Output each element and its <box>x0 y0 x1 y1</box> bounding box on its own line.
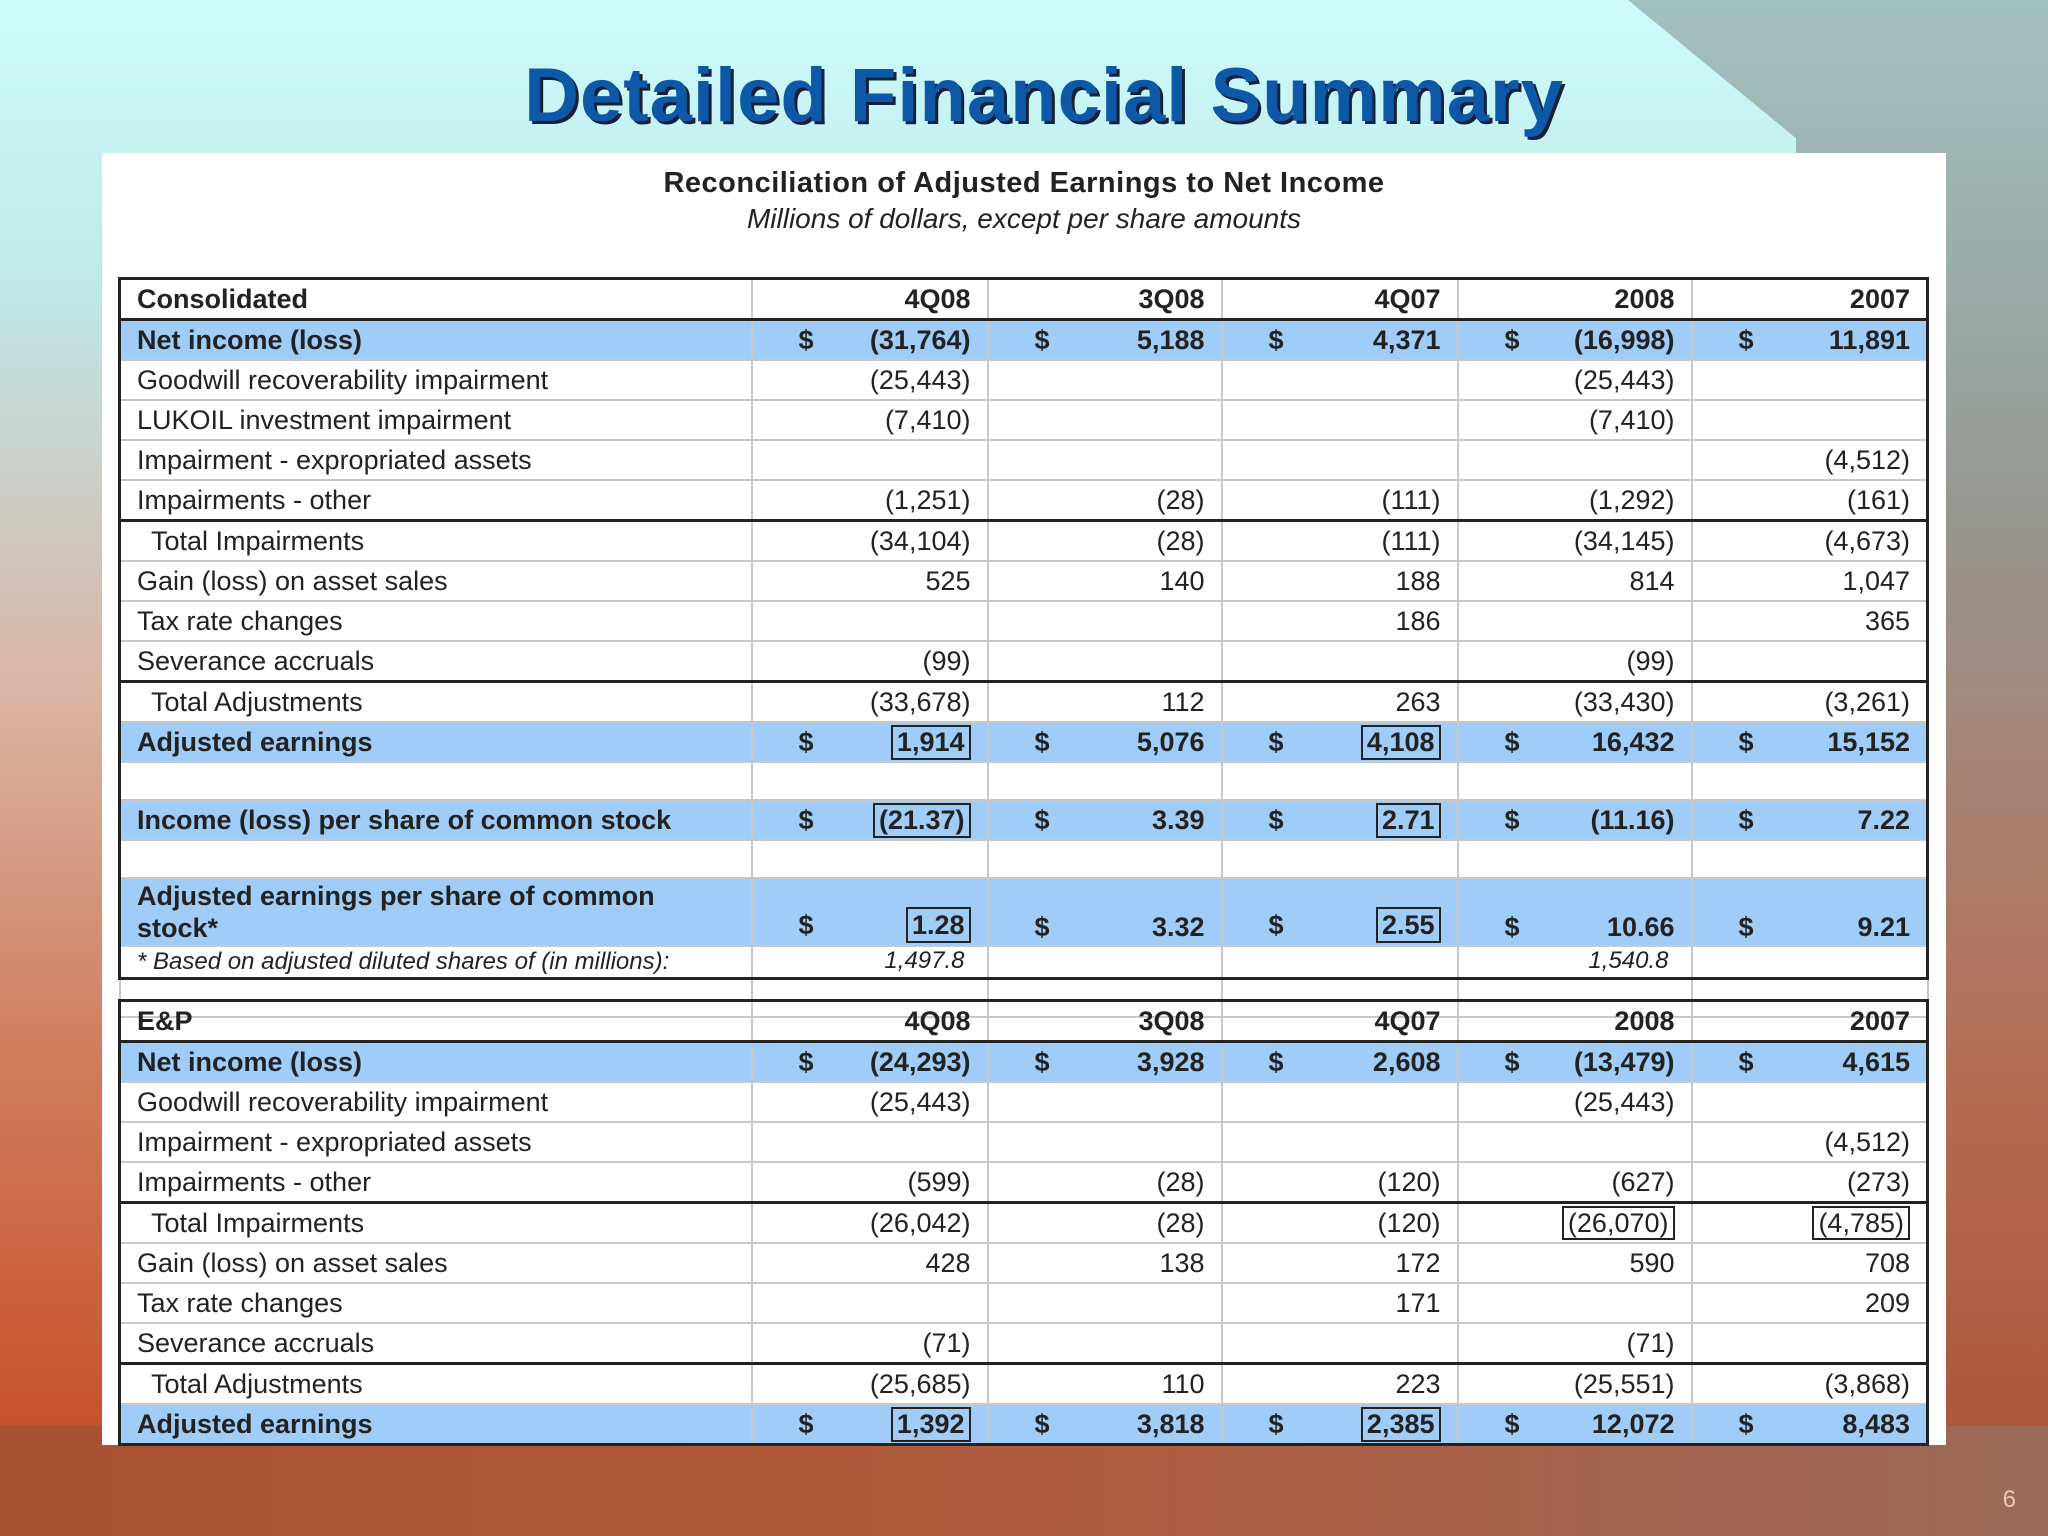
value-cell: (99) <box>752 641 988 682</box>
row-label: Total Adjustments <box>120 682 752 723</box>
value-cell: $ (16,998) <box>1458 320 1692 361</box>
table-row <box>120 1162 1928 1203</box>
value-cell: $ 8,483 <box>1692 1404 1928 1445</box>
row-label: Severance accruals <box>120 641 752 682</box>
value-cell: $ 3,818 <box>988 1404 1222 1445</box>
table-row <box>120 400 1928 440</box>
value-cell: (1,292) <box>1458 480 1692 521</box>
value-cell: (71) <box>752 1323 988 1364</box>
header-cell: 4Q07 <box>1222 1001 1458 1042</box>
header-cell: 2008 <box>1458 1001 1692 1042</box>
value-cell <box>1458 440 1692 480</box>
table-row <box>120 1404 1928 1445</box>
value-cell <box>752 601 988 641</box>
row-label: LUKOIL investment impairment <box>120 400 752 440</box>
financial-panel <box>102 153 1946 1445</box>
table-row <box>120 1364 1928 1405</box>
row-label: Total Adjustments <box>120 1364 752 1405</box>
value-cell: (34,145) <box>1458 521 1692 562</box>
value-cell: 138 <box>988 1243 1222 1283</box>
table-row <box>120 1082 1928 1122</box>
value-cell: 1,497.8 <box>752 946 988 979</box>
table-row <box>120 440 1928 480</box>
value-cell: (28) <box>988 1162 1222 1203</box>
value-cell: 112 <box>988 682 1222 723</box>
value-cell: $ 11,891 <box>1692 320 1928 361</box>
value-cell: $ 4,371 <box>1222 320 1458 361</box>
value-cell: (71) <box>1458 1323 1692 1364</box>
value-cell <box>988 440 1222 480</box>
value-cell: 814 <box>1458 561 1692 601</box>
value-cell: $ 2.55 <box>1222 878 1458 946</box>
value-cell <box>988 946 1222 979</box>
value-cell: $ 5,076 <box>988 722 1222 762</box>
value-cell: $ 4,108 <box>1222 722 1458 762</box>
value-cell: (25,443) <box>752 1082 988 1122</box>
value-cell <box>1692 1323 1928 1364</box>
value-cell: $ 16,432 <box>1458 722 1692 762</box>
value-cell: (4,512) <box>1692 1122 1928 1162</box>
value-cell <box>988 1082 1222 1122</box>
value-cell <box>1692 946 1928 979</box>
value-cell: $ 7.22 <box>1692 800 1928 840</box>
header-cell: 4Q07 <box>1222 279 1458 320</box>
value-cell: $ 2,385 <box>1222 1404 1458 1445</box>
table-row <box>120 800 1928 840</box>
value-cell <box>1458 601 1692 641</box>
value-cell: (111) <box>1222 521 1458 562</box>
value-cell: (111) <box>1222 480 1458 521</box>
value-cell: 172 <box>1222 1243 1458 1283</box>
row-label: Adjusted earnings <box>120 722 752 762</box>
table-row <box>120 1122 1928 1162</box>
value-cell <box>1222 1082 1458 1122</box>
value-cell <box>1692 1082 1928 1122</box>
value-cell <box>1692 400 1928 440</box>
consolidated-table <box>118 277 1929 1018</box>
value-cell: (7,410) <box>1458 400 1692 440</box>
value-cell <box>1222 400 1458 440</box>
row-label: Net income (loss) <box>120 320 752 361</box>
value-cell <box>988 601 1222 641</box>
row-label: Impairment - expropriated assets <box>120 440 752 480</box>
value-cell <box>988 360 1222 400</box>
table-header-row <box>120 1001 1928 1042</box>
header-cell: 2008 <box>1458 279 1692 320</box>
value-cell: $ (13,479) <box>1458 1042 1692 1083</box>
value-cell: 171 <box>1222 1283 1458 1323</box>
value-cell: 708 <box>1692 1243 1928 1283</box>
value-cell: 110 <box>988 1364 1222 1405</box>
table-row <box>120 682 1928 723</box>
value-cell: $ 10.66 <box>1458 878 1692 946</box>
table-row <box>120 561 1928 601</box>
header-cell: Consolidated <box>120 279 752 320</box>
value-cell: (25,443) <box>1458 1082 1692 1122</box>
value-cell: (273) <box>1692 1162 1928 1203</box>
spacer-row <box>120 840 1928 878</box>
value-cell: (28) <box>988 1203 1222 1244</box>
row-label: Net income (loss) <box>120 1042 752 1083</box>
value-cell: $ 2,608 <box>1222 1042 1458 1083</box>
value-cell: (26,070) <box>1458 1203 1692 1244</box>
value-cell: (4,512) <box>1692 440 1928 480</box>
value-cell: $ 1,914 <box>752 722 988 762</box>
table-row <box>120 1323 1928 1364</box>
footnote-row <box>120 946 1928 979</box>
table-row <box>120 641 1928 682</box>
value-cell <box>1222 946 1458 979</box>
value-cell <box>1458 1122 1692 1162</box>
value-cell: (599) <box>752 1162 988 1203</box>
value-cell: 365 <box>1692 601 1928 641</box>
table-row <box>120 320 1928 361</box>
slide-title: Detailed Financial Summary <box>524 53 1564 138</box>
value-cell: $ (21.37) <box>752 800 988 840</box>
row-label: Impairments - other <box>120 480 752 521</box>
value-cell: (4,785) <box>1692 1203 1928 1244</box>
value-cell: (161) <box>1692 480 1928 521</box>
value-cell: (28) <box>988 521 1222 562</box>
value-cell: (3,261) <box>1692 682 1928 723</box>
row-label: Tax rate changes <box>120 1283 752 1323</box>
value-cell <box>988 400 1222 440</box>
row-label: Severance accruals <box>120 1323 752 1364</box>
value-cell <box>1692 360 1928 400</box>
header-cell: 4Q08 <box>752 1001 988 1042</box>
value-cell: (1,251) <box>752 480 988 521</box>
value-cell <box>1222 440 1458 480</box>
value-cell: (627) <box>1458 1162 1692 1203</box>
row-label: Adjusted earnings <box>120 1404 752 1445</box>
table-row <box>120 878 1928 946</box>
table-row <box>120 360 1928 400</box>
page-number: 6 <box>2002 1486 2016 1513</box>
value-cell: (25,685) <box>752 1364 988 1405</box>
value-cell: 209 <box>1692 1283 1928 1323</box>
header-cell: 4Q08 <box>752 279 988 320</box>
table-row <box>120 1203 1928 1244</box>
value-cell: 525 <box>752 561 988 601</box>
value-cell: $ (24,293) <box>752 1042 988 1083</box>
panel-subtitle: Millions of dollars, except per share amounts <box>746 203 1302 234</box>
value-cell: $ (31,764) <box>752 320 988 361</box>
value-cell: $ 1.28 <box>752 878 988 946</box>
value-cell: 1,047 <box>1692 561 1928 601</box>
table-row <box>120 521 1928 562</box>
value-cell: 186 <box>1222 601 1458 641</box>
value-cell: (4,673) <box>1692 521 1928 562</box>
value-cell: 188 <box>1222 561 1458 601</box>
value-cell <box>1222 1122 1458 1162</box>
value-cell: $ 12,072 <box>1458 1404 1692 1445</box>
value-cell: 223 <box>1222 1364 1458 1405</box>
row-label: Gain (loss) on asset sales <box>120 561 752 601</box>
value-cell: (120) <box>1222 1203 1458 1244</box>
value-cell <box>1692 641 1928 682</box>
row-label: Impairments - other <box>120 1162 752 1203</box>
value-cell: 590 <box>1458 1243 1692 1283</box>
value-cell: $ 9.21 <box>1692 878 1928 946</box>
value-cell <box>1222 641 1458 682</box>
value-cell: (25,551) <box>1458 1364 1692 1405</box>
value-cell <box>988 641 1222 682</box>
value-cell: $ 1,392 <box>752 1404 988 1445</box>
header-cell: E&P <box>120 1001 752 1042</box>
table-row <box>120 480 1928 521</box>
value-cell <box>988 1122 1222 1162</box>
value-cell <box>1222 360 1458 400</box>
header-cell: 2007 <box>1692 1001 1928 1042</box>
row-label: Total Impairments <box>120 1203 752 1244</box>
value-cell: $ 4,615 <box>1692 1042 1928 1083</box>
header-cell: 2007 <box>1692 279 1928 320</box>
header-cell: 3Q08 <box>988 1001 1222 1042</box>
value-cell: $ 2.71 <box>1222 800 1458 840</box>
value-cell: (34,104) <box>752 521 988 562</box>
value-cell: (25,443) <box>752 360 988 400</box>
value-cell: (33,678) <box>752 682 988 723</box>
row-label: Total Impairments <box>120 521 752 562</box>
value-cell <box>752 1122 988 1162</box>
table-row <box>120 1283 1928 1323</box>
value-cell: (120) <box>1222 1162 1458 1203</box>
value-cell: $ 3,928 <box>988 1042 1222 1083</box>
row-label: Goodwill recoverability impairment <box>120 360 752 400</box>
value-cell <box>1458 1283 1692 1323</box>
value-cell: $ 3.39 <box>988 800 1222 840</box>
value-cell <box>752 440 988 480</box>
row-label: Tax rate changes <box>120 601 752 641</box>
value-cell: (25,443) <box>1458 360 1692 400</box>
footnote-label: * Based on adjusted diluted shares of (in millions): <box>120 946 752 979</box>
value-cell: (3,868) <box>1692 1364 1928 1405</box>
table-row <box>120 1243 1928 1283</box>
value-cell: 263 <box>1222 682 1458 723</box>
panel-title: Reconciliation of Adjusted Earnings to Net Income <box>663 167 1385 199</box>
value-cell: 428 <box>752 1243 988 1283</box>
value-cell: $ 5,188 <box>988 320 1222 361</box>
value-cell: (99) <box>1458 641 1692 682</box>
value-cell <box>988 1323 1222 1364</box>
value-cell: $ (11.16) <box>1458 800 1692 840</box>
value-cell <box>1222 1323 1458 1364</box>
value-cell: 140 <box>988 561 1222 601</box>
value-cell: $ 15,152 <box>1692 722 1928 762</box>
row-label: Income (loss) per share of common stock <box>120 800 752 840</box>
value-cell: (33,430) <box>1458 682 1692 723</box>
table-row <box>120 1042 1928 1083</box>
value-cell <box>752 1283 988 1323</box>
value-cell: (7,410) <box>752 400 988 440</box>
row-label: Gain (loss) on asset sales <box>120 1243 752 1283</box>
row-label: Goodwill recoverability impairment <box>120 1082 752 1122</box>
value-cell <box>988 1283 1222 1323</box>
table-row <box>120 722 1928 762</box>
row-label: Impairment - expropriated assets <box>120 1122 752 1162</box>
header-cell: 3Q08 <box>988 279 1222 320</box>
value-cell: (28) <box>988 480 1222 521</box>
spacer-row <box>120 762 1928 800</box>
table-header-row <box>120 279 1928 320</box>
row-label: Adjusted earnings per share of common stock* <box>120 878 752 946</box>
ep-table <box>118 999 1929 1446</box>
value-cell: $ 3.32 <box>988 878 1222 946</box>
value-cell: 1,540.8 <box>1458 946 1692 979</box>
table-row <box>120 601 1928 641</box>
value-cell: (26,042) <box>752 1203 988 1244</box>
